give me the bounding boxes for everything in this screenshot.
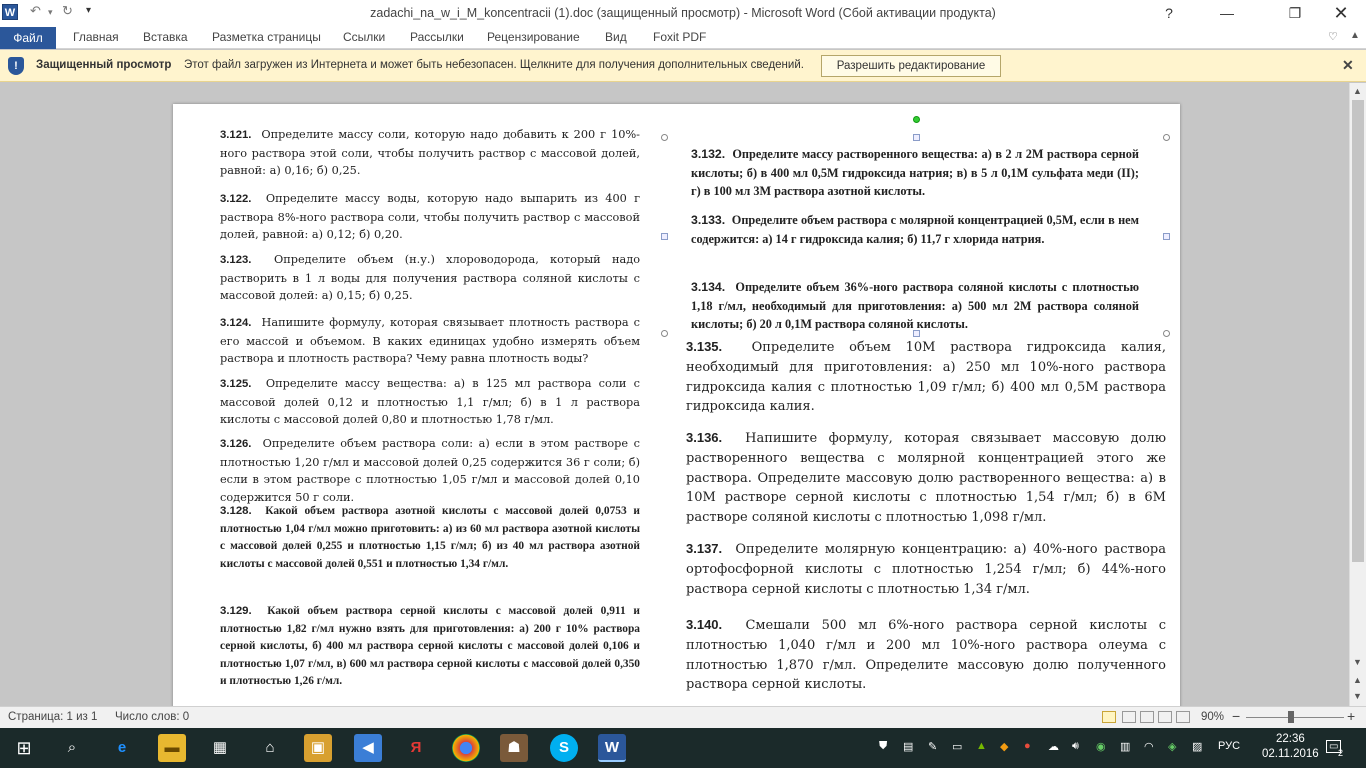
- tab-foxit-pdf[interactable]: Foxit PDF: [653, 30, 707, 44]
- prev-page-icon[interactable]: ▲: [1353, 675, 1362, 685]
- home-icon[interactable]: ⌂: [265, 739, 275, 756]
- edge-browser-icon[interactable]: e: [117, 739, 127, 756]
- next-page-icon[interactable]: ▼: [1353, 691, 1362, 701]
- tab-insert[interactable]: Вставка: [143, 30, 188, 44]
- ribbon-options-icon[interactable]: ♡: [1328, 31, 1338, 43]
- language-indicator[interactable]: РУС: [1218, 740, 1241, 752]
- resize-handle-bottom-left[interactable]: [661, 330, 668, 337]
- print-layout-view-icon[interactable]: [1122, 711, 1136, 723]
- close-button[interactable]: ✕: [1333, 3, 1349, 23]
- game-app-icon[interactable]: ☗: [500, 734, 528, 762]
- shield-icon: !: [8, 57, 24, 75]
- word-count[interactable]: Число слов: 0: [115, 711, 190, 723]
- zoom-in-button[interactable]: +: [1347, 708, 1356, 724]
- rotate-handle[interactable]: [913, 116, 920, 123]
- resize-handle-left[interactable]: [661, 233, 668, 240]
- problem-3-122: 3.122. Определите массу воды, которую надо выпарить из 400 г раствора 8%-ного раствора соли, чтобы получить раствор с массовой долей, равной: а) 0,12; б) 0,20.: [220, 192, 640, 242]
- scrollbar-thumb[interactable]: [1352, 100, 1364, 562]
- tray-app-icon-3[interactable]: ●: [1024, 740, 1031, 752]
- protected-view-bar: [0, 50, 1366, 82]
- zoom-out-button[interactable]: −: [1232, 708, 1241, 724]
- clock[interactable]: [1262, 732, 1319, 762]
- tray-app-icon-6[interactable]: ◈: [1168, 741, 1177, 753]
- collapse-ribbon-icon[interactable]: ▲: [1350, 30, 1360, 41]
- protected-view-message[interactable]: Этот файл загружен из Интернета и может быть небезопасен. Щелкните для получения дополнительных сведений.: [184, 59, 804, 71]
- store-icon[interactable]: ▦: [212, 739, 228, 756]
- problem-3-124: 3.124. Напишите формулу, которая связывает плотность раствора с его массой и объемом. В каких единицах удобно измерять объем раствора и плотность раствора? Чему равна плотность воды?: [220, 316, 640, 366]
- tray-app-icon-4[interactable]: ◉: [1096, 741, 1106, 753]
- wifi-icon[interactable]: ◠: [1144, 741, 1154, 753]
- restore-button[interactable]: ❐: [1288, 5, 1302, 21]
- file-explorer-icon[interactable]: ▬: [158, 734, 186, 762]
- document-page[interactable]: [173, 104, 1180, 714]
- problem-3-129: 3.129. Какой объем раствора серной кислоты с массовой долей 0,911 и плотностью 1,82 г/мл нужно взять для приготовления: а) 200 г 10% раствора серной кислоты, б) 400 мл раствора серной кислоты с массовой долей 0,106 и плотностью 1,07 г/мл, в) 600 мл раствора серной кислоты с массовой долей 0,350 и плотностью 1,26 г/мл.: [220, 605, 640, 688]
- start-windows-icon[interactable]: ⊞: [16, 738, 32, 758]
- customize-qat-icon[interactable]: ▾: [86, 5, 92, 16]
- clock-time: 22:36: [1275, 733, 1305, 745]
- problem-3-135: 3.135. Определите объем 10M раствора гидроксида калия, необходимый для приготовления: а) 250 мл 10%-ного раствора гидроксида калия с плотностью 1,09 г/мл; б) 400 мл 0,5M раствора гидроксида калия.: [686, 339, 1167, 415]
- yandex-icon[interactable]: Я: [410, 739, 422, 756]
- resize-handle-top-left[interactable]: [661, 134, 668, 141]
- document-area[interactable]: [0, 83, 1349, 706]
- vertical-scrollbar[interactable]: [1349, 83, 1366, 706]
- clock-date: 02.11.2016: [1262, 748, 1319, 760]
- tab-review[interactable]: Рецензирование: [487, 30, 580, 44]
- tab-home[interactable]: Главная: [73, 30, 119, 44]
- word-taskbar-icon[interactable]: W: [598, 734, 626, 762]
- tray-app-icon-7[interactable]: ▨: [1192, 741, 1203, 753]
- scroll-up-icon[interactable]: ▲: [1353, 86, 1362, 96]
- redo-icon[interactable]: ↻: [62, 3, 73, 18]
- minimize-button[interactable]: —: [1220, 5, 1234, 21]
- pen-icon[interactable]: ✎: [928, 741, 938, 753]
- problem-3-125: 3.125. Определите массу вещества: а) в 125 мл раствора соли с массовой долей 0,12 и плотностью 1,1 г/мл; б) в 1 л раствора кислоты с массовой долей 0,80 и плотностью 1,78 г/мл.: [220, 377, 640, 427]
- page-count[interactable]: Страница: 1 из 1: [8, 711, 98, 723]
- tab-file[interactable]: Файл: [0, 27, 56, 49]
- chrome-icon[interactable]: [452, 734, 480, 762]
- ribbon-tabs: [0, 27, 1366, 49]
- enable-editing-button[interactable]: Разрешить редактирование: [821, 55, 1001, 77]
- defender-icon[interactable]: ⛊: [879, 740, 888, 752]
- problem-3-132: 3.132. Определите массу растворенного вещества: а) в 2 л 2M раствора серной кислоты; б) в 400 мл 0,5M гидроксида натрия; в) в 5 л 0,1M сульфата меди (II); г) в 100 мл 3M раствора азотной кислоты.: [691, 147, 1139, 198]
- problem-3-140: 3.140. Смешали 500 мл 6%-ного раствора серной кислоты с плотностью 1,040 г/мл и 200 мл 10%-ного раствора олеума с плотностью 1,870 г/мл. Определите массовую долю полученного раствора серной кислоты.: [686, 617, 1166, 693]
- problem-3-128: 3.128. Какой объем раствора азотной кислоты с массовой долей 0,0753 и плотностью 1,04 г/мл можно приготовить: а) из 60 мл раствора азотной кислоты с массовой долей 0,255 и плотностью 1,15 г/мл; б) из 40 мл раствора азотной кислоты с массовой долей 0,551 и плотностью 1,34 г/мл.: [220, 505, 640, 570]
- nvidia-icon[interactable]: ▲: [976, 740, 987, 752]
- protected-view-title: Защищенный просмотр: [36, 59, 172, 71]
- resize-handle-top-right[interactable]: [1163, 134, 1170, 141]
- draft-view-icon[interactable]: [1176, 711, 1190, 723]
- web-layout-view-icon[interactable]: [1140, 711, 1154, 723]
- tab-references[interactable]: Ссылки: [343, 30, 386, 44]
- app-icon-1[interactable]: ▣: [304, 734, 332, 762]
- search-icon[interactable]: ⌕: [67, 739, 77, 756]
- cloud-icon[interactable]: ☁: [1048, 741, 1059, 753]
- scroll-down-icon[interactable]: ▼: [1353, 657, 1362, 667]
- resize-handle-right[interactable]: [1163, 233, 1170, 240]
- tray-app-icon[interactable]: ▤: [903, 741, 914, 753]
- problem-3-134: 3.134. Определите объем 36%-ного раствора соляной кислоты с плотностью 1,18 г/мл, необходимый для приготовления: а) 500 мл 2M раствора соляной кислоты; б) 20 л 0,1M раствора соляной кислоты.: [691, 280, 1139, 331]
- problem-3-137: 3.137. Определите молярную концентрацию: а) 40%-ного раствора ортофосфорной кислоты с плотностью 1,254 г/мл; б) 44%-ного раствора серной кислоты с плотностью 1,34 г/мл.: [686, 541, 1166, 597]
- problem-3-121: 3.121. Определите массу соли, которую надо добавить к 200 г 10%-ного раствора этой соли, чтобы получить раствор с массовой долей, равной: а) 0,16; б) 0,25.: [220, 128, 640, 178]
- notifications-icon[interactable]: ▭: [1326, 740, 1341, 753]
- problem-3-133: 3.133. Определите объем раствора с молярной концентрацией 0,5M, если в нем содержится: а) 14 г гидроксида калия; б) 11,7 г хлорида натрия.: [691, 213, 1139, 246]
- skype-icon[interactable]: S: [550, 734, 578, 762]
- notification-count: 2: [1338, 748, 1344, 758]
- tab-mailings[interactable]: Рассылки: [410, 30, 464, 44]
- undo-icon[interactable]: ↶: [30, 3, 41, 18]
- zoom-slider-thumb[interactable]: [1288, 711, 1294, 723]
- zoom-slider[interactable]: [1246, 717, 1344, 718]
- word-app-icon[interactable]: W: [2, 4, 18, 20]
- status-bar: [0, 706, 1366, 728]
- tab-view[interactable]: Вид: [605, 30, 627, 44]
- tray-app-icon-5[interactable]: ▥: [1120, 741, 1131, 753]
- problem-3-123: 3.123. Определите объем (н.у.) хлороводорода, который надо растворить в 1 л воды для получения раствора соляной кислоты с массовой долей: а) 0,15; б) 0,25.: [220, 253, 640, 303]
- battery-icon[interactable]: ▭: [952, 741, 963, 753]
- undo-dropdown-icon[interactable]: ▾: [48, 7, 53, 17]
- help-icon[interactable]: ?: [1165, 5, 1173, 21]
- outline-view-icon[interactable]: [1158, 711, 1172, 723]
- resize-handle-top[interactable]: [913, 134, 920, 141]
- tray-app-icon-2[interactable]: ◆: [1000, 741, 1009, 753]
- speaker-app-icon[interactable]: ◀: [354, 734, 382, 762]
- problem-3-126: 3.126. Определите объем раствора соли: а) если в этом растворе с плотностью 1,20 г/мл и массовой долей 0,25 содержится 36 г соли; б) если в этом растворе с плотностью 1,05 г/мл и массовой долей 0,10 содержится 50 г соли.: [220, 437, 640, 504]
- read-mode-view-icon[interactable]: [1102, 711, 1116, 723]
- resize-handle-bottom-right[interactable]: [1163, 330, 1170, 337]
- volume-icon[interactable]: 🔊︎: [1072, 740, 1079, 752]
- problem-3-136: 3.136. Напишите формулу, которая связывает массовую долю растворенного вещества с молярной концентрацией этого же раствора. Определите массовую долю растворенного вещества: а) в 10M растворе серной кислоты с плотностью 1,54 г/мл; б) в 6M растворе соляной кислоты с плотностью 1,098 г/мл.: [686, 430, 1167, 526]
- taskbar: [0, 728, 1366, 768]
- zoom-level[interactable]: 90%: [1201, 711, 1225, 723]
- title-bar: [0, 0, 1366, 27]
- close-message-bar-icon[interactable]: ✕: [1342, 57, 1354, 73]
- tab-page-layout[interactable]: Разметка страницы: [212, 30, 321, 44]
- window-title: zadachi_na_w_i_M_koncentracii (1).doc (защищенный просмотр) - Microsoft Word (Сбой активации продукта): [370, 6, 996, 20]
